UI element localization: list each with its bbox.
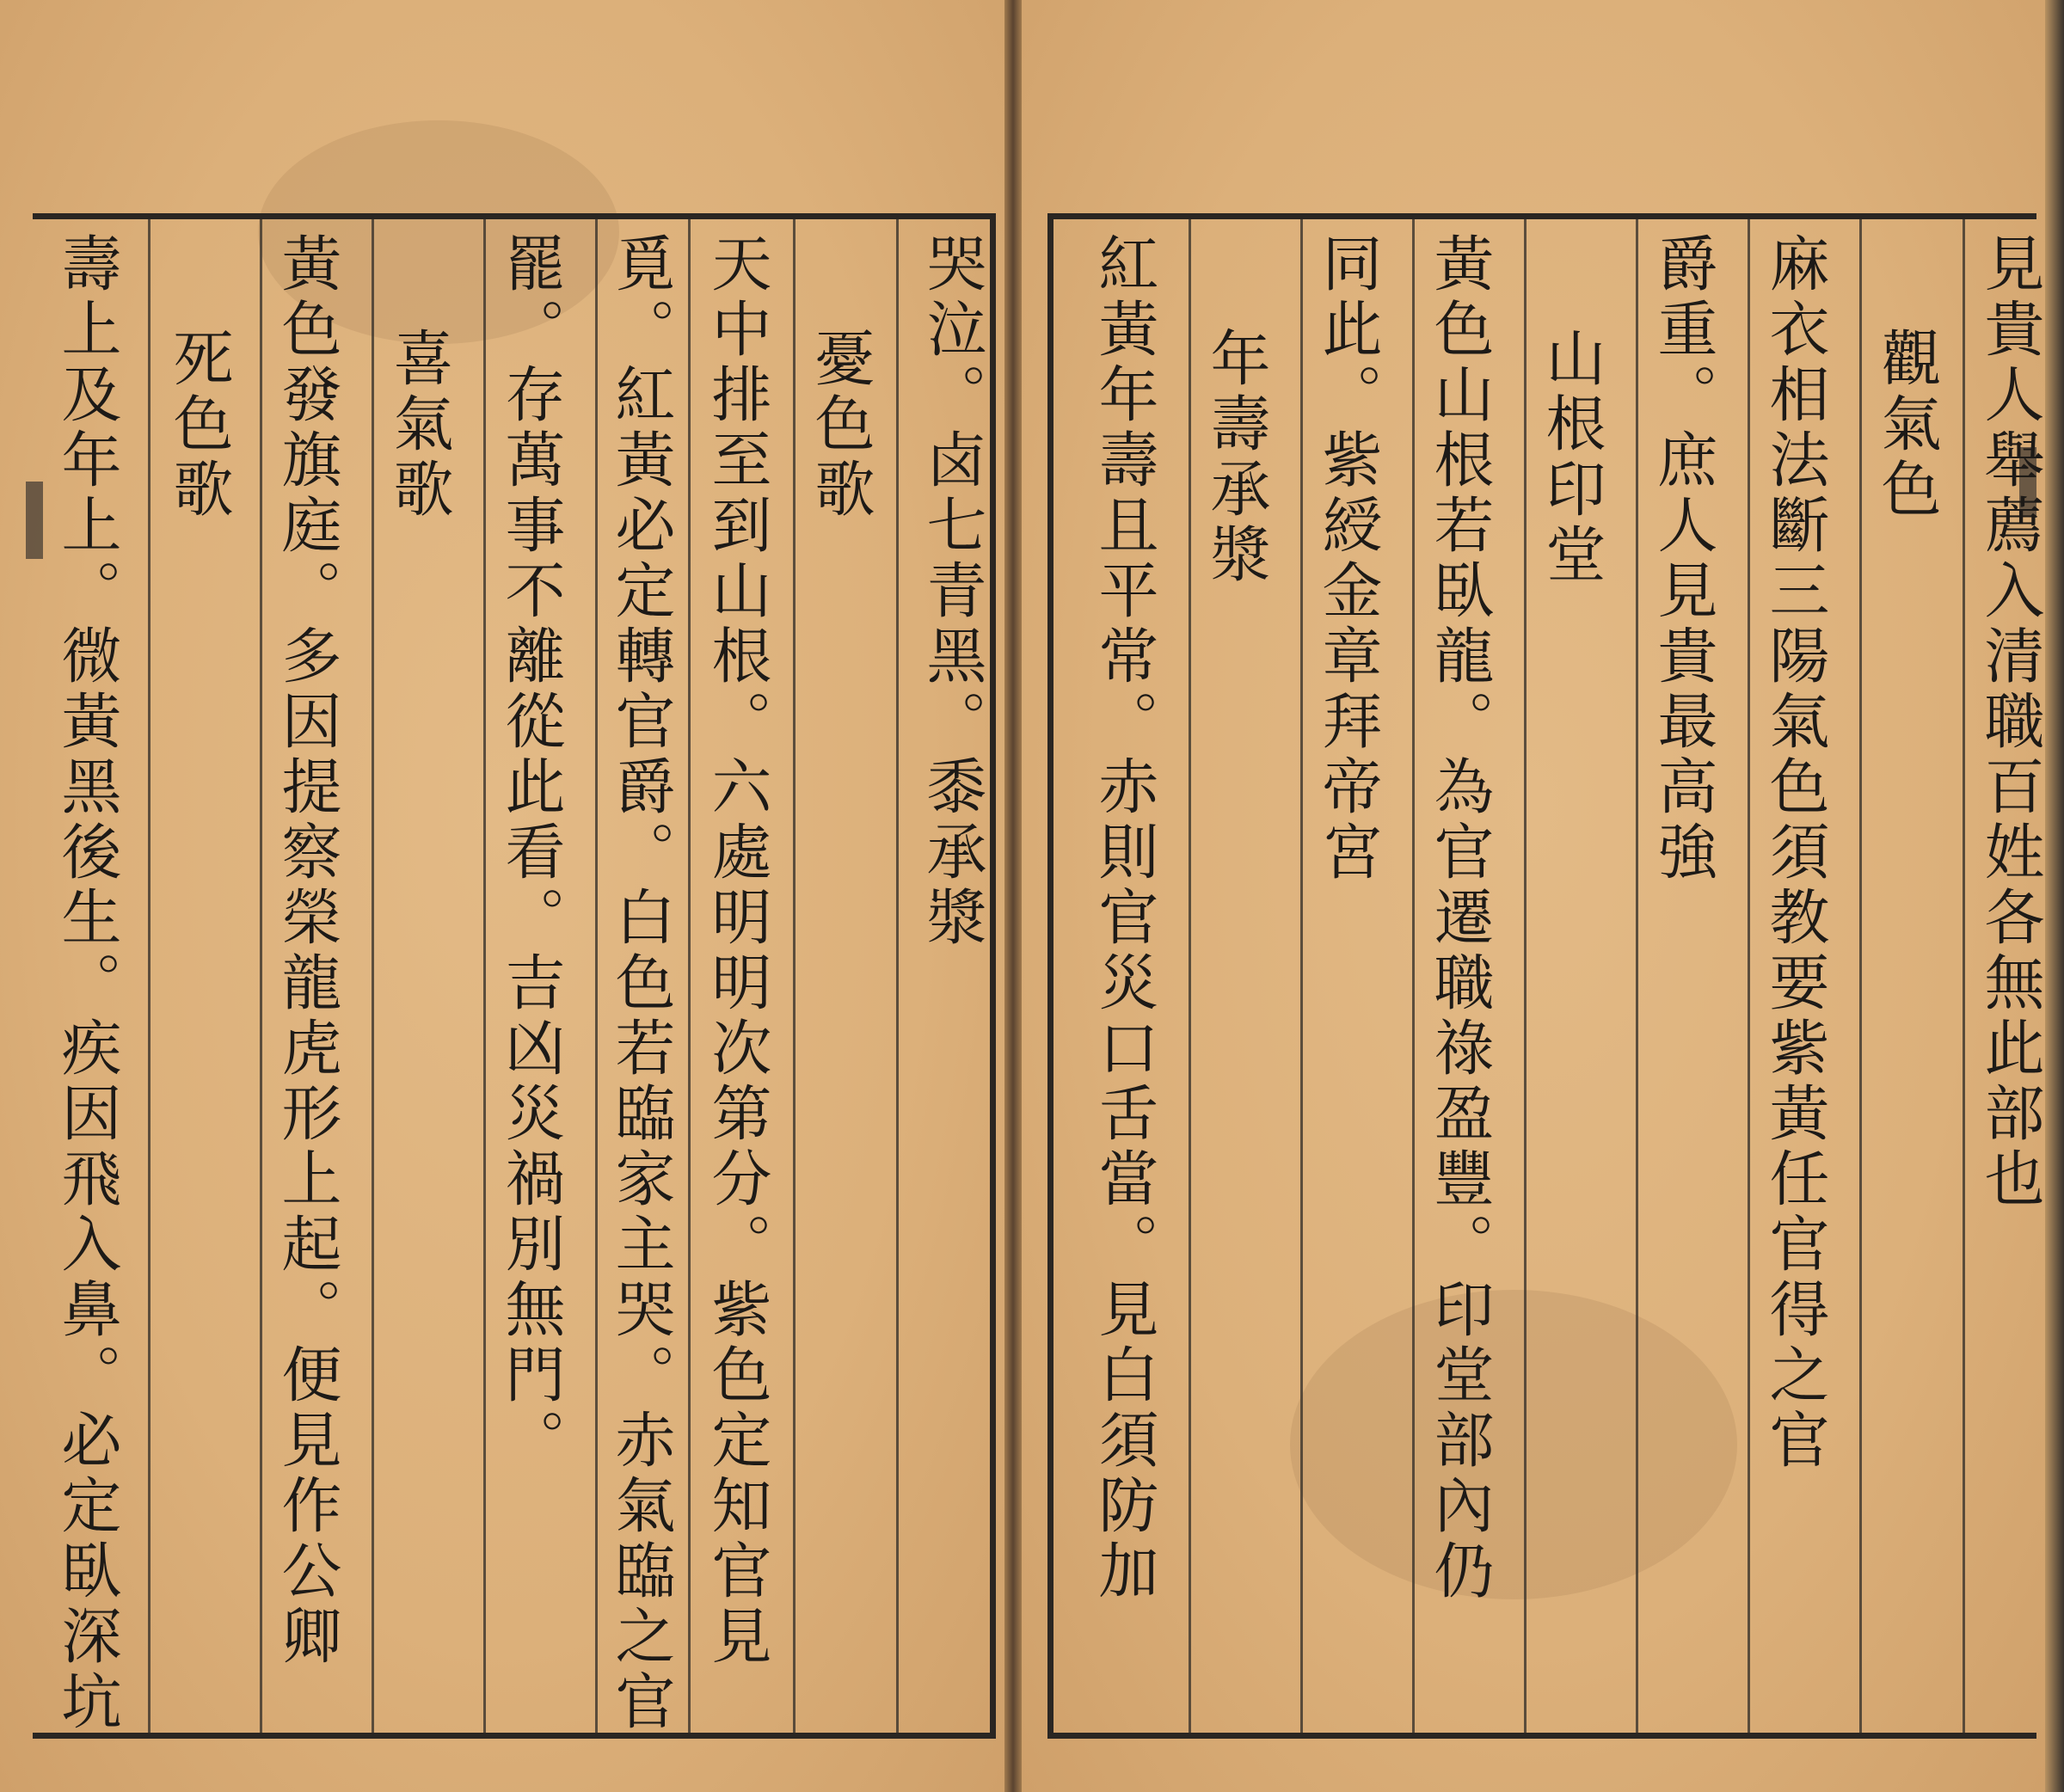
text-column: 麻衣相法斷三陽氣色須教要紫黃任官得之官 [1760,232,1830,1474]
column-rule [1748,219,1750,1733]
text-column: 見貴人舉薦入清職百姓各無此部也 [1975,232,2045,1212]
text-column: 爵重。庶人見貴最高強 [1648,232,1718,886]
column-rule [1189,219,1191,1733]
book-spine [1004,0,1022,1792]
heading-column: 憂色歌 [805,327,875,523]
fold-mark [26,482,43,559]
text-column: 紅黃年壽且平常。赤則官災口舌當。見白須防加 [1089,232,1159,1605]
heading-column: 觀氣色 [1871,327,1942,523]
text-column: 黃色山根若臥龍。為官遷職祿盈豐。印堂部內仍 [1424,232,1495,1605]
column-rule [1300,219,1303,1733]
column-rule [793,219,796,1733]
column-rule [372,219,374,1733]
text-column: 覓。紅黃必定轉官爵。白色若臨家主哭。赤氣臨之官 [605,232,676,1735]
heading-column: 死色歌 [163,327,234,523]
text-column: 天中排至到山根。六處明明次第分。紫色定知官見 [702,232,772,1670]
text-column: 哭泣。卤七青黑。黍承漿 [917,232,987,951]
column-rule [1636,219,1638,1733]
column-rule [896,219,899,1733]
column-rule [260,219,262,1733]
column-rule [148,219,150,1733]
text-column: 同此。紫綬金章拜帝宮 [1312,232,1383,886]
column-rule [1859,219,1862,1733]
heading-column: 年壽承漿 [1201,327,1271,588]
column-rule [688,219,691,1733]
text-column: 黃色發旗庭。多因提察榮龍虎形上起。便見作公卿 [272,232,342,1670]
column-rule [483,219,486,1733]
column-rule [595,219,598,1733]
column-rule [1524,219,1526,1733]
text-column: 壽上及年上。微黃黑後生。疾因飛入鼻。必定臥深坑 [52,232,122,1735]
heading-column: 山根印堂 [1536,327,1606,588]
text-column: 罷。存萬事不離從此看。吉凶災禍別無門。 [495,232,566,1474]
heading-column: 喜氣歌 [384,327,454,523]
column-rule [1412,219,1415,1733]
column-rule [1963,219,1965,1733]
